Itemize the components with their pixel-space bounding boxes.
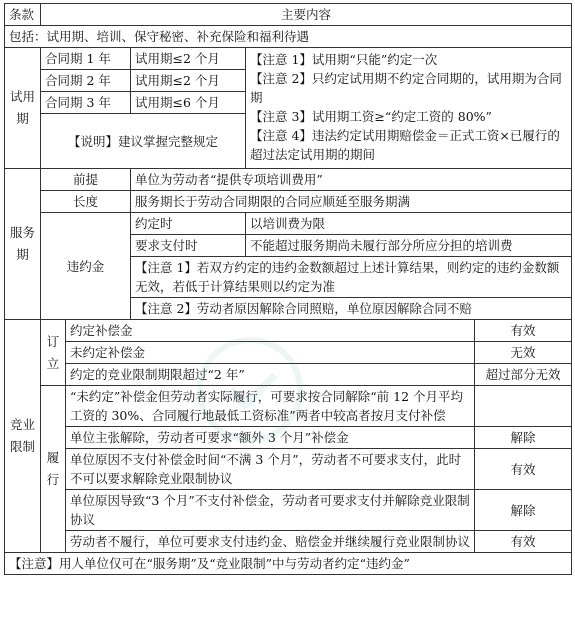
contract-period-3: 合同期 3 年 [41,92,131,114]
includes-row [5,26,572,48]
probation-note-4: 【注意 4】违法约定试用期赔偿金＝正式工资×已履行的超过法定试用期的期间 [250,128,560,162]
noncompete-perform-result-2: 解除 [475,427,572,449]
service-agreed-label: 约定时 [131,213,246,235]
noncompete-perform-text-4: 单位原因导致“3 个月”不支付补偿金，劳动者可要求支付并解除竞业限制协议 [66,490,475,531]
noncompete-sign-row-1 [5,320,572,342]
noncompete-sign-result-3: 超过部分无效 [475,364,572,386]
noncompete-sign-text-1: 约定补偿金 [66,320,475,342]
header-row [5,4,572,26]
noncompete-perform-text-2: 单位主张解除，劳动者可要求“额外 3 个月”补偿金 [66,427,475,449]
header-col-clause: 条款 [5,4,41,26]
noncompete-perform-label: 履行 [41,386,66,553]
noncompete-label: 竞业限制 [5,320,41,553]
noncompete-perform-text-1: “未约定”补偿金但劳动者实际履行，可要求按合同解除“前 12 个月平均工资的 30%、合同履行地最低工资标准”两者中较高者按月支付补偿 [66,386,475,427]
service-premise-text: 单位为劳动者“提供专项培训费用” [131,169,572,191]
service-label: 服务期 [5,169,41,320]
probation-row-1 [5,48,572,70]
service-pay-label: 要求支付时 [131,235,246,257]
probation-period-2: 试用期≤2 个月 [131,70,246,92]
service-agreed-row [5,213,572,235]
service-pay-text: 不能超过服务期尚未履行部分所应分担的培训费 [246,235,572,257]
noncompete-perform-result-5: 有效 [475,531,572,553]
header-col-content: 主要内容 [41,4,572,26]
service-premise-label: 前提 [41,169,131,191]
service-note-1: 【注意 1】若双方约定的违约金数额超过上述计算结果，则约定的违约金数额无效，若低于计算结果则以约定为准 [131,257,572,298]
noncompete-perform-row-5 [5,531,572,553]
service-penalty-label: 违约金 [41,213,131,320]
service-premise-row [5,169,572,191]
service-length-row [5,191,572,213]
probation-explain: 【说明】建议掌握完整规定 [41,114,246,169]
noncompete-perform-text-5: 劳动者不履行，单位可要求支付违约金、赔偿金并继续履行竞业限制协议 [66,531,475,553]
probation-note-1: 【注意 1】试用期“只能”约定一次 [250,52,438,67]
noncompete-perform-row-4 [5,490,572,531]
noncompete-perform-result-3: 有效 [475,449,572,490]
probation-note-2: 【注意 2】只约定试用期不约定合同期的，试用期为合同期 [250,71,562,105]
noncompete-sign-row-3 [5,364,572,386]
service-note-2: 【注意 2】劳动者原因解除合同照赔，单位原因解除合同不赔 [131,298,572,320]
noncompete-sign-label: 订立 [41,320,66,386]
noncompete-perform-text-3: 单位原因不支付补偿金时间“不满 3 个月”，劳动者不可要求支付，此时不可以要求解除竞业限制协议 [66,449,475,490]
noncompete-sign-result-1: 有效 [475,320,572,342]
footer-note: 【注意】用人单位仅可在“服务期”及“竞业限制”中与劳动者约定“违约金” [5,553,572,575]
noncompete-sign-row-2 [5,342,572,364]
noncompete-perform-result-4: 解除 [475,490,572,531]
noncompete-sign-result-2: 无效 [475,342,572,364]
noncompete-perform-row-2 [5,427,572,449]
footer-note-row [5,553,572,575]
labor-contract-clauses-table [4,3,572,575]
contract-period-2: 合同期 2 年 [41,70,131,92]
noncompete-perform-row-3 [5,449,572,490]
noncompete-perform-row-1 [5,386,572,427]
probation-label: 试用期 [5,48,41,169]
probation-period-1: 试用期≤2 个月 [131,48,246,70]
noncompete-sign-text-2: 未约定补偿金 [66,342,475,364]
includes-text: 包括：试用期、培训、保守秘密、补充保险和福利待遇 [5,26,572,48]
service-agreed-text: 以培训费为限 [246,213,572,235]
probation-note-3: 【注意 3】试用期工资≥“约定工资的 80%” [250,109,492,124]
contract-period-1: 合同期 1 年 [41,48,131,70]
probation-period-3: 试用期≤6 个月 [131,92,246,114]
service-length-text: 服务期长于劳动合同期限的合同应顺延至服务期满 [131,191,572,213]
noncompete-sign-text-3: 约定的竞业限制期限超过“2 年” [66,364,475,386]
probation-notes [246,48,572,169]
noncompete-perform-result-1 [475,386,572,427]
service-length-label: 长度 [41,191,131,213]
